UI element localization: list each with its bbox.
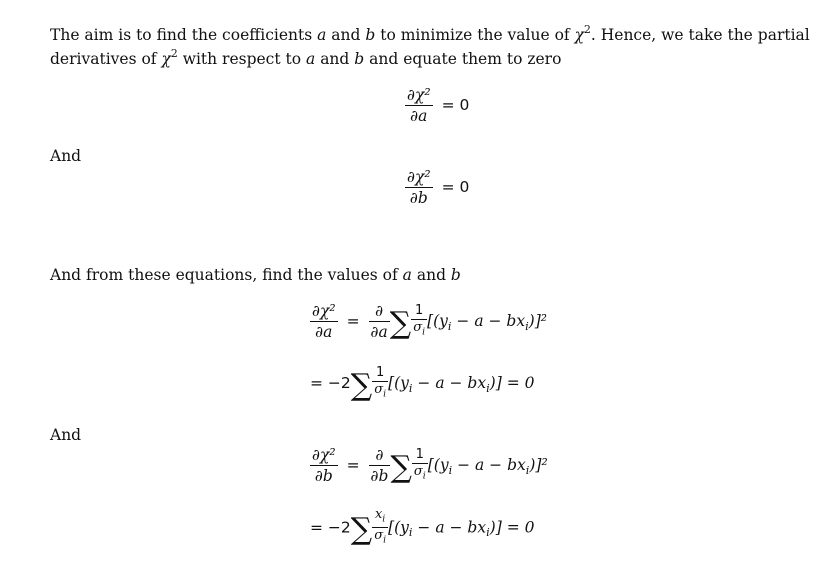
numerator: ∂χ² [312, 302, 336, 320]
var-b: b [354, 50, 365, 68]
chi-symbol: χ [161, 50, 171, 68]
subscript: i [422, 326, 426, 338]
fraction-operator [369, 302, 390, 341]
and-word: and [326, 26, 366, 44]
summation-symbol: ∑ [350, 367, 373, 403]
sigma: σ [413, 319, 423, 335]
var-b: b [365, 26, 376, 44]
subscript: i [525, 319, 529, 333]
rhs: = 0 [441, 178, 470, 196]
and-word: and [315, 50, 355, 68]
denominator: ∂a [310, 321, 338, 341]
subscript: i [448, 463, 453, 477]
numerator: ∂ [375, 446, 384, 464]
expression: − a − bx [451, 312, 526, 330]
equals-sign: = [346, 456, 360, 474]
fraction-lhs [310, 446, 338, 485]
x-var: x [374, 507, 383, 522]
sigma: σ [413, 463, 423, 479]
summation-symbol: ∑ [389, 305, 412, 341]
summation-symbol: ∑ [350, 511, 373, 547]
equation-expand-b [310, 446, 548, 485]
subscript: i [422, 470, 426, 482]
and-label-2: And [50, 426, 82, 444]
expression: )] = 0 [489, 374, 535, 393]
var-a: a [306, 50, 316, 68]
lead-term: = −2 [310, 518, 351, 537]
fraction-lhs [310, 302, 338, 341]
intro-text: . Hence, we take the partial [590, 26, 810, 44]
fraction-weight [372, 508, 388, 548]
rhs: = 0 [441, 96, 470, 114]
numerator: ∂χ² [407, 86, 431, 104]
fraction-weight [372, 366, 388, 401]
subscript: i [408, 382, 413, 396]
intro-line-2 [50, 48, 561, 71]
subscript: i [408, 526, 413, 540]
intro-line-1 [50, 24, 810, 47]
equals-sign: = [346, 312, 360, 330]
subscript: i [383, 534, 387, 546]
intro-text: to minimize the value of [375, 26, 575, 44]
expression: [(y [388, 518, 409, 537]
subscript: i [447, 319, 452, 333]
and-word: and [411, 266, 451, 284]
denominator: ∂b [310, 465, 338, 485]
equation-result-b [310, 508, 534, 548]
fraction [405, 168, 433, 207]
denominator: ∂b [370, 467, 389, 485]
and-label-1: And [50, 147, 82, 165]
lead-term: = −2 [310, 374, 351, 393]
equation-partial-a [405, 86, 473, 125]
denominator: ∂b [405, 187, 433, 207]
superscript: 2 [584, 22, 591, 36]
var-a: a [402, 266, 412, 284]
expression: [(y [427, 456, 449, 474]
numerator: ∂χ² [312, 446, 336, 464]
chi-symbol: χ [574, 26, 584, 44]
intro-text: derivatives of [50, 50, 162, 68]
expression: )] = 0 [489, 518, 535, 537]
sigma: σ [374, 382, 384, 397]
subscript: i [382, 513, 386, 525]
numerator: ∂ [375, 302, 384, 320]
var-a: a [317, 26, 327, 44]
denominator: ∂a [405, 105, 433, 125]
expression: )]² [528, 312, 547, 330]
var-b: b [450, 266, 461, 284]
intro-text: and equate them to zero [364, 50, 562, 68]
expression: − a − bx [412, 374, 487, 393]
numerator: ∂χ² [407, 168, 431, 186]
from-equations-line [50, 264, 461, 287]
sigma: σ [374, 528, 384, 544]
numerator: 1 [375, 365, 385, 380]
expression: − a − bx [412, 518, 487, 537]
numerator: 1 [414, 302, 424, 318]
equation-expand-a [310, 302, 547, 341]
subscript: i [383, 388, 387, 400]
fraction-operator [369, 446, 391, 485]
fraction-weight [412, 448, 428, 483]
expression: )]² [529, 456, 548, 474]
subscript: i [486, 526, 490, 540]
numerator: 1 [415, 446, 424, 462]
fraction-weight [411, 304, 427, 339]
expression: − a − bx [452, 456, 526, 474]
fraction [405, 86, 433, 125]
superscript: 2 [170, 46, 178, 60]
expression: [(y [388, 374, 409, 393]
subscript: i [486, 382, 490, 396]
subscript: i [525, 463, 530, 477]
from-text: And from these equations, find the values of [50, 266, 403, 284]
summation-symbol: ∑ [390, 449, 412, 485]
expression: [(y [427, 312, 448, 330]
intro-text: The aim is to find the coefficients [50, 26, 318, 44]
intro-text: with respect to [177, 50, 307, 68]
equation-result-a [310, 366, 534, 401]
equation-partial-b [405, 168, 473, 207]
denominator: ∂a [370, 323, 388, 341]
